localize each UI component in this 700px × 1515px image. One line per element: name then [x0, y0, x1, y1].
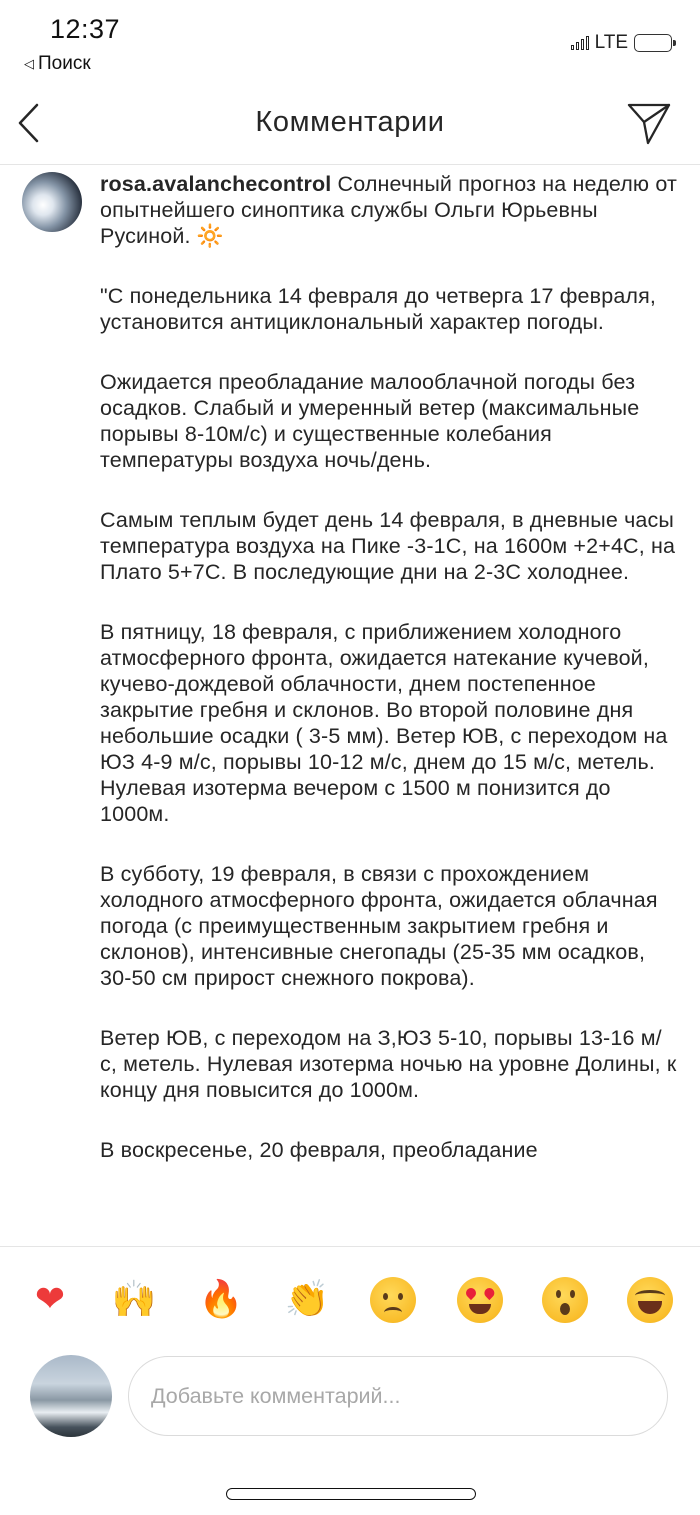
tears-of-joy-emoji[interactable] — [627, 1277, 673, 1323]
quick-emoji-bar — [0, 1246, 700, 1347]
signal-strength-icon — [571, 36, 589, 50]
navigation-bar — [0, 84, 700, 165]
avatar[interactable] — [22, 172, 82, 232]
page-title: Комментарии — [255, 106, 445, 138]
network-type: LTE — [594, 32, 628, 53]
comment-paragraph: Ветер ЮВ, с переходом на З,ЮЗ 5-10, порывы 13-16 м/с, метель. Нулевая изотерма ночью на уровне Долины, к концу дня повысится до 1000м. — [100, 1026, 677, 1102]
back-to-app-link[interactable] — [24, 53, 91, 75]
fire-emoji[interactable]: 🔥 — [198, 1279, 244, 1320]
red-heart-emoji[interactable]: ❤ — [34, 1279, 66, 1320]
comment-paragraph: В воскресенье, 20 февраля, преобладание — [100, 1138, 538, 1162]
battery-icon — [634, 34, 672, 52]
crying-face-emoji[interactable] — [370, 1277, 416, 1323]
paper-plane-icon[interactable] — [626, 100, 672, 146]
raising-hands-emoji[interactable]: 🙌 — [111, 1279, 157, 1320]
surprised-face-emoji[interactable] — [542, 1277, 588, 1323]
comment-intro-text: Солнечный прогноз на неделю от опытнейшего синоптика службы Ольги Юрьевны Русиной. 🔆 — [100, 172, 677, 248]
comment-intro — [100, 171, 678, 249]
home-indicator[interactable] — [226, 1488, 476, 1500]
back-app-label: Поиск — [38, 53, 91, 74]
heart-eyes-emoji[interactable] — [457, 1277, 503, 1323]
comment-paragraph: "С понедельника 14 февраля до четверга 17 февраля, установится антициклональный характер погоды. — [100, 284, 657, 334]
avatar — [30, 1355, 112, 1437]
comment-paragraph: В субботу, 19 февраля, в связи с прохождением холодного атмосферного фронта, ожидается облачная погода (с преимущественным закрытием гребня и склонов), интенсивные снегопады (25-35 мм осадков, 30-50 см прирост снежного покрова). — [100, 862, 658, 990]
clapping-hands-emoji[interactable]: 👏 — [284, 1279, 330, 1320]
comment-paragraph: Ожидается преобладание малооблачной погоды без осадков. Слабый и умеренный ветер (максимальные порывы 8-10м/с) и существенные колебания температуры воздуха ночь/день. — [100, 370, 640, 472]
comment-username[interactable]: rosa.avalanchecontrol — [100, 172, 332, 196]
status-indicators — [571, 32, 672, 54]
comment-paragraph: Самым теплым будет день 14 февраля, в дневные часы температура воздуха на Пике -3-1С, на 1600м +2+4С, на Плато 5+7С. В последующие дни на 2-3С холоднее. — [100, 508, 676, 584]
comment-input[interactable] — [128, 1356, 668, 1436]
caption-comment — [0, 165, 700, 1245]
clock: 12:37 — [50, 14, 121, 44]
comment-paragraph: В пятницу, 18 февраля, с приближением холодного атмосферного фронта, ожидается натекание кучевой, кучево-дождевой облачности, днем постепенное закрытие гребня и склонов. Во второй половине дня небольшие осадки ( 3-5 мм). Ветер ЮВ, с переходом на ЮЗ 4-9 м/с, порывы 10-12 м/с, днем до 15 м/с, метель. Нулевая изотерма вечером с 1500 м понизится до 1000м. — [100, 620, 668, 826]
status-bar — [0, 0, 700, 80]
comment-text — [100, 171, 678, 1197]
comment-composer — [0, 1346, 700, 1456]
back-triangle-icon: ◁ — [24, 56, 34, 71]
